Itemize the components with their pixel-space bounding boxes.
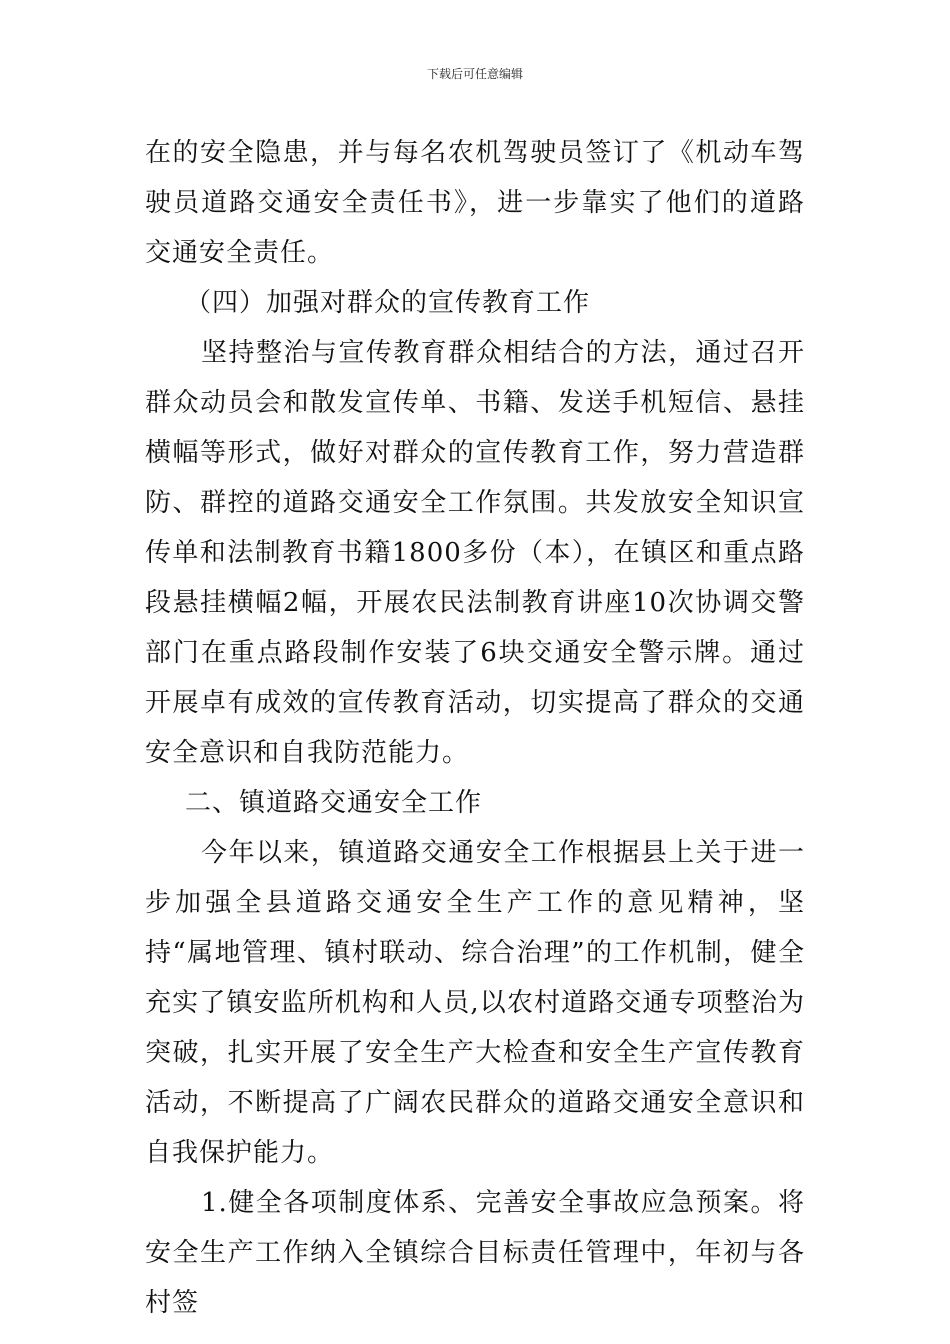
section-heading-road-safety: 二、镇道路交通安全工作: [185, 788, 483, 818]
section-heading-publicity: （四）加强对群众的宣传教育工作: [185, 288, 591, 318]
paragraph-item-1: 1.健全各项制度体系、完善安全事故应急预案。将安全生产工作纳入全镇综合目标责任管理中，年初与各村签: [145, 1188, 805, 1318]
document-body: [145, 128, 805, 1328]
paragraph-road-safety: 今年以来，镇道路交通安全工作根据县上关于进一步加强全县道路交通安全生产工作的意见精神，坚持“属地管理、镇村联动、综合治理”的工作机制，健全充实了镇安监所机构和人员,以农村道路交通专项整治为突破，扎实开展了安全生产大检查和安全生产宣传教育活动，不断提高了广阔农民群众的道路交通安全意识和自我保护能力。: [145, 838, 805, 1168]
paragraph-publicity: 坚持整治与宣传教育群众相结合的方法，通过召开群众动员会和散发宣传单、书籍、发送手机短信、悬挂横幅等形式，做好对群众的宣传教育工作，努力营造群防、群控的道路交通安全工作氛围。共发放安全知识宣传单和法制教育书籍1800多份（本），在镇区和重点路段悬挂横幅2幅，开展农民法制教育讲座10次协调交警部门在重点路段制作安装了6块交通安全警示牌。通过开展卓有成效的宣传教育活动，切实提高了群众的交通安全意识和自我防范能力。: [145, 338, 805, 768]
paragraph-continuation: 在的安全隐患，并与每名农机驾驶员签订了《机动车驾驶员道路交通安全责任书》，进一步靠实了他们的道路交通安全责任。: [145, 138, 805, 268]
page-header-note: 下载后可任意编辑: [426, 67, 523, 81]
